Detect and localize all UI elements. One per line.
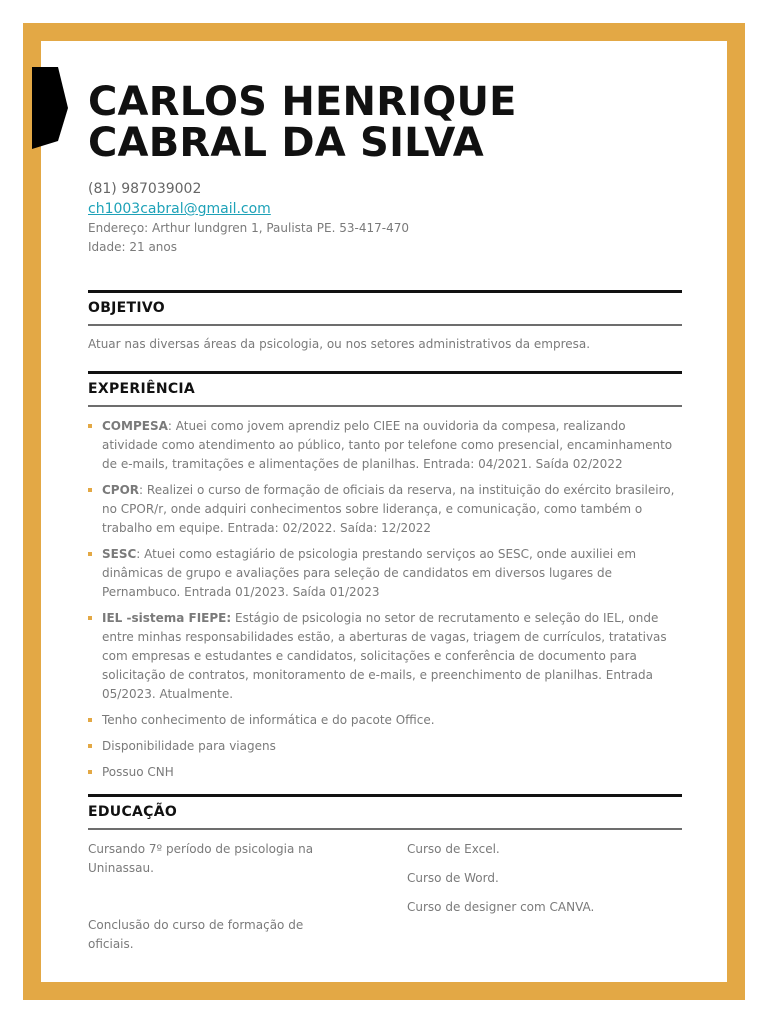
list-item	[88, 763, 682, 782]
item-text: Atuei como jovem aprendiz pelo CIEE na ouvidoria da compesa, realizando atividade como atendimento ao público, tanto por telefone como presencial, encaminhamento de e-mails, tramitações e alimentações de planilhas. Entrada: 04/2021. Saída 02/2022	[102, 419, 673, 471]
list-item	[88, 737, 682, 756]
name-line-2: CABRAL DA SILVA	[88, 120, 484, 166]
education-item: Curso de Word.	[407, 871, 499, 885]
item-label: CPOR	[102, 483, 140, 497]
item-text: Tenho conhecimento de informática e do pacote Office.	[102, 713, 435, 727]
education-left-column	[88, 840, 338, 954]
objective-header	[88, 290, 682, 326]
item-text: Atuei como estagiário de psicologia prestando serviços ao SESC, onde auxiliei em dinâmicas de grupo e avaliações para seleção de candidatos em diversos lugares de Pernambuco. Entrada 01/2023. Saída 01/2023	[102, 547, 637, 599]
education-item: Curso de designer com CANVA.	[407, 900, 595, 914]
bullet-icon	[88, 552, 92, 556]
bookmark-flag-icon	[32, 67, 68, 149]
bullet-icon	[88, 488, 92, 492]
item-text: Realizei o curso de formação de oficiais da reserva, na instituição do exército brasileiro, no CPOR/r, onde adquiri conhecimentos sobre liderança, e comunicação, como também o trabalho em equipe. Entrada: 02/2022. Saída: 12/2022	[102, 483, 675, 535]
candidate-name	[88, 79, 682, 166]
experience-header	[88, 371, 682, 407]
list-item	[88, 609, 682, 704]
experience-title: EXPERIÊNCIA	[88, 381, 196, 397]
age-text: Idade: 21 anos	[88, 240, 178, 254]
education-header	[88, 794, 682, 830]
email-link[interactable]: ch1003cabral@gmail.com	[88, 201, 271, 217]
list-item	[88, 545, 682, 602]
item-text: Disponibilidade para viagens	[102, 739, 276, 753]
bullet-icon	[88, 424, 92, 428]
objective-title: OBJETIVO	[88, 300, 165, 316]
list-item	[88, 481, 682, 538]
education-right-column	[407, 840, 677, 917]
bullet-icon	[88, 744, 92, 748]
contact-info	[88, 179, 682, 257]
list-item	[88, 711, 682, 730]
item-label: IEL -sistema FIEPE:	[102, 611, 232, 625]
item-label: COMPESA	[102, 419, 168, 433]
bullet-icon	[88, 770, 92, 774]
education-item: Conclusão do curso de formação de oficiais.	[88, 918, 304, 951]
phone-number: (81) 987039002	[88, 181, 202, 197]
address-text: Endereço: Arthur lundgren 1, Paulista PE. 53-417-470	[88, 221, 409, 235]
education-item: Cursando 7º período de psicologia na Uninassau.	[88, 842, 314, 875]
experience-list	[88, 417, 682, 782]
item-label: SESC	[102, 547, 137, 561]
resume-content	[88, 79, 682, 951]
list-item	[88, 417, 682, 474]
item-separator: :	[167, 419, 172, 433]
bullet-icon	[88, 718, 92, 722]
objective-text: Atuar nas diversas áreas da psicologia, ou nos setores administrativos da empresa.	[88, 337, 591, 351]
name-line-1: CARLOS HENRIQUE	[88, 79, 517, 125]
bullet-icon	[88, 616, 92, 620]
item-separator: :	[136, 547, 141, 561]
objective-section	[88, 290, 682, 354]
education-section	[88, 794, 682, 950]
experience-section	[88, 371, 682, 782]
education-title: EDUCAÇÃO	[88, 804, 178, 820]
education-columns	[88, 840, 682, 950]
item-text: Possuo CNH	[102, 765, 174, 779]
item-text: Estágio de psicologia no setor de recrutamento e seleção do IEL, onde entre minhas responsabilidades estão, a aberturas de vagas, triagem de currículos, tratativas com empresas e estudantes e candidatos, solicitações e conferência de documento para solicitação de contratos, monitoramento de e-mails, e preenchimento de planilhas. Entrada 05/2023. Atualmente.	[102, 611, 667, 701]
item-separator: :	[139, 483, 144, 497]
education-item: Curso de Excel.	[407, 842, 500, 856]
